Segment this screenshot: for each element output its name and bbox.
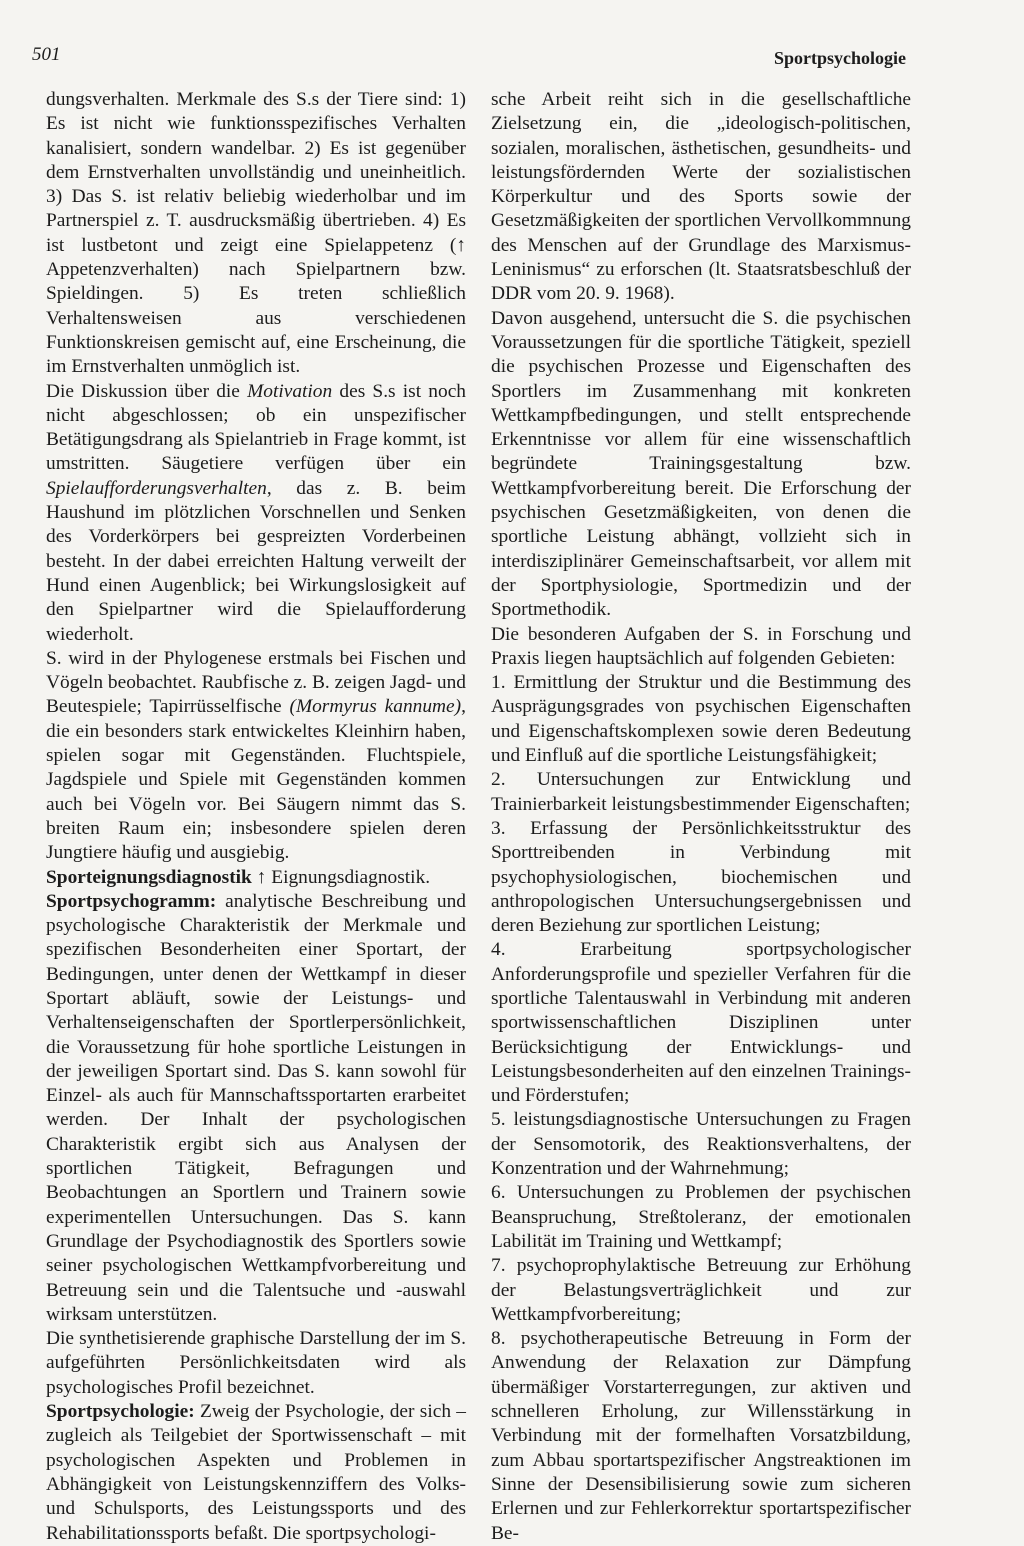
italic-term: (Mormyrus kannume) bbox=[289, 696, 462, 718]
list-item: 4. Erarbeitung sportpsychologischer Anforderungsprofile und spezieller Verfahren für die sportliche Talentauswahl in Verbindung mit anderen sportwissenschaftlichen Disziplinen unter Berücksichtigung der Entwicklungs- und Leistungsbesonderheiten auf den einzelnen Trainings- und Förderstufen; bbox=[491, 939, 911, 1107]
list-item: 8. psychotherapeutische Betreuung in Form der Anwendung der Relaxation zur Dämpfung übermäßiger Vorstarterregungen, zur aktiven und schnelleren Erholung, zur Willensstärkung in Verbindung mit der formelhaften Vorsatzbildung, zum Abbau sportartspezifischer Angstreaktionen im Sinne der Desensibilisierung sowie zum sicheren Erlernen und zur Fehlerkorrektur sportartspezifischer Be- bbox=[491, 1328, 911, 1544]
entry-term: Sporteignungsdiagnostik bbox=[46, 866, 252, 888]
paragraph-research: Davon ausgehend, untersucht die S. die psychischen Voraussetzungen für die sportliche Tätigkeit, speziell die psychischen Prozesse und Eigenschaften des Sportlers im Zusammenhang mit konkreten Wettkampfbedingungen, und stellt entsprechende Erkenntnisse vor allem für eine wissenschaftlich begründete Trainingsgestaltung bzw. Wettkampfvorbereitung bereit. Die Erforschung der psychischen Gesetzmäßigkeiten, von denen die sportliche Leistung abhängt, vollzieht sich in interdisziplinärer Gemeinschaftsarbeit, vor allem mit der Sportphysiologie, Sportmedizin und der Sportmethodik. bbox=[491, 307, 911, 621]
italic-term: Motivation bbox=[247, 380, 333, 402]
left-column bbox=[46, 88, 466, 1546]
list-item: 5. leistungsdiagnostische Untersuchungen zu Fragen der Sensomotorik, des Reaktionsverhaltens, der Konzentration und der Wahrnehmung; bbox=[491, 1109, 911, 1180]
list-item: 6. Untersuchungen zu Problemen der psychischen Beanspruchung, Streßtoleranz, der emotionalen Labilität im Training und Wettkampf; bbox=[491, 1182, 911, 1252]
running-head: Sportpsychologie bbox=[773, 48, 906, 68]
paragraph-profile: Die synthetisierende graphische Darstellung der im S. aufgeführten Persönlichkeitsdaten wird als psychologisches Profil bezeichnet. bbox=[46, 1328, 466, 1398]
italic-term: Spielaufforderungsverhalten bbox=[46, 477, 267, 499]
paragraph-tasks-intro: Die besonderen Aufgaben der S. in Forschung und Praxis liegen hauptsächlich auf folgenden Gebieten: bbox=[491, 623, 911, 669]
list-item: 2. Untersuchungen zur Entwicklung und Trainierbarkeit leistungsbestimmender Eigenschaften; bbox=[491, 769, 911, 815]
entry-sportpsychologie: Sportpsychologie: Zweig der Psychologie, der sich – zugleich als Teilgebiet der Sportwissenschaft – mit psychologischen Aspekten und Problemen in Abhängigkeit von Leistungskennziffern des Volks- und Schulsports, des Leistungssports und des Rehabilitationssports befaßt. Die sportpsychologi- bbox=[46, 1401, 466, 1544]
entry-sportpsychogramm: Sportpsychogramm: analytische Beschreibung und psychologische Charakteristik der Merkmale und spezifischen Besonderheiten einer Sportart, der Bedingungen, unter denen der Wettkampf in dieser Sportart abläuft, sowie der Leistungs- und Verhaltenseigenschaften der Sportlerpersönlichkeit, die Voraussetzung für hohe sportliche Leistungen in der jeweiligen Sportart sind. Das S. kann sowohl für Einzel- als auch für Mannschaftssportarten erarbeitet werden. Der Inhalt der psychologischen Charakteristik ergibt sich aus Analysen der sportlichen Tätigkeit, Befragungen und Beobachtungen an Sportlern und Trainern sowie experimentellen Untersuchungen. Das S. kann Grundlage der Psychodiagnostik des Sportlers sowie seiner psychologischen Wettkampfvorbereitung und Betreuung sein und die Talentsuche und -auswahl wirksam unterstützen. bbox=[46, 890, 466, 1325]
paragraph-phylogenesis: S. wird in der Phylogenese erstmals bei Fischen und Vögeln beobachtet. Raubfische z. B. zeigen Jagd- und Beutespiele; Tapirrüsselfische (Mormyrus kannume), die ein besonders stark entwickeltes Kleinhirn haben, spielen sogar mit Gegenständen. Fluchtspiele, Jagdspiele und Spiele mit Gegenständen kommen auch bei Vögeln vor. Bei Säugern nimmt das S. breiten Raum ein; insbesondere spielen deren Jungtiere häufig und ausgiebig. bbox=[46, 647, 466, 864]
list-item: 7. psychoprophylaktische Betreuung zur Erhöhung der Belastungsverträglichkeit und zur Wettkampfvorbereitung; bbox=[491, 1255, 911, 1325]
entry-sporteignungsdiagnostik: Sporteignungsdiagnostik ↑ Eignungsdiagnostik. bbox=[46, 866, 431, 888]
list-item: 3. Erfassung der Persönlichkeitsstruktur des Sporttreibenden in Verbindung mit psychophysiologischen, biochemischen und anthropologischen Untersuchungsergebnissen und deren Beziehung zur sportlichen Leistung; bbox=[491, 817, 911, 937]
entry-term: Sportpsychologie: bbox=[46, 1401, 195, 1423]
paragraph-goals: sche Arbeit reiht sich in die gesellschaftliche Zielsetzung ein, die „ideologisch-politischen, sozialen, moralischen, ästhetischen, gesundheits- und leistungsfördernden Werte der sozialistischen Körperkultur und des Sports sowie der Gesetzmäßigkeiten der sportlichen Vervollkommnung des Menschen auf der Grundlage des Marxismus-Leninismus“ zu erforschen (lt. Staatsratsbeschluß der DDR vom 20. 9. 1968). bbox=[491, 89, 911, 305]
list-item: 1. Ermittlung der Struktur und die Bestimmung des Ausprägungsgrades von psychischen Eigenschaften und Eigenschaftskomplexen sowie deren Bedeutung und Einfluß auf die sportliche Leistungsfähigkeit; bbox=[491, 672, 911, 767]
page-number: 501 bbox=[32, 44, 61, 65]
entry-term: Sportpsychogramm: bbox=[46, 890, 217, 912]
paragraph-motivation: Die Diskussion über die Motivation des S.s ist noch nicht abgeschlossen; ob ein unspezifischer Betätigungsdrang als Spielantrieb in Frage kommt, ist umstritten. Säugetiere verfügen über ein Spielaufforderungsverhalten, das z. B. beim Haushund im plötzlichen Vorschnellen und Senken des Vorderkörpers bei gespreizten Vorderbeinen besteht. In der dabei erreichten Haltung verweilt der Hund einen Augenblick; bei Wirkungslosigkeit auf den Spielpartner wird die Spielaufforderung wiederholt. bbox=[46, 380, 466, 645]
paragraph-play-features: dungsverhalten. Merkmale des S.s der Tiere sind: 1) Es ist nicht wie funktionsspezifisches Verhalten kanalisiert, sondern wandelbar. 2) Es ist gegenüber dem Ernstverhalten unvollständig und uneinheitlich. 3) Das S. ist relativ beliebig wiederholbar und im Partnerspiel z. T. ausdrucksmäßig übertrieben. 4) Es ist lustbetont und zeigt eine Spielappetenz (↑ Appetenzverhalten) nach Spielpartnern bzw. Spieldingen. 5) Es treten schließlich Verhaltensweisen aus verschiedenen Funktionskreisen gemischt auf, eine Erscheinung, die im Ernstverhalten unmöglich ist. bbox=[46, 89, 466, 378]
right-column bbox=[491, 88, 911, 1546]
